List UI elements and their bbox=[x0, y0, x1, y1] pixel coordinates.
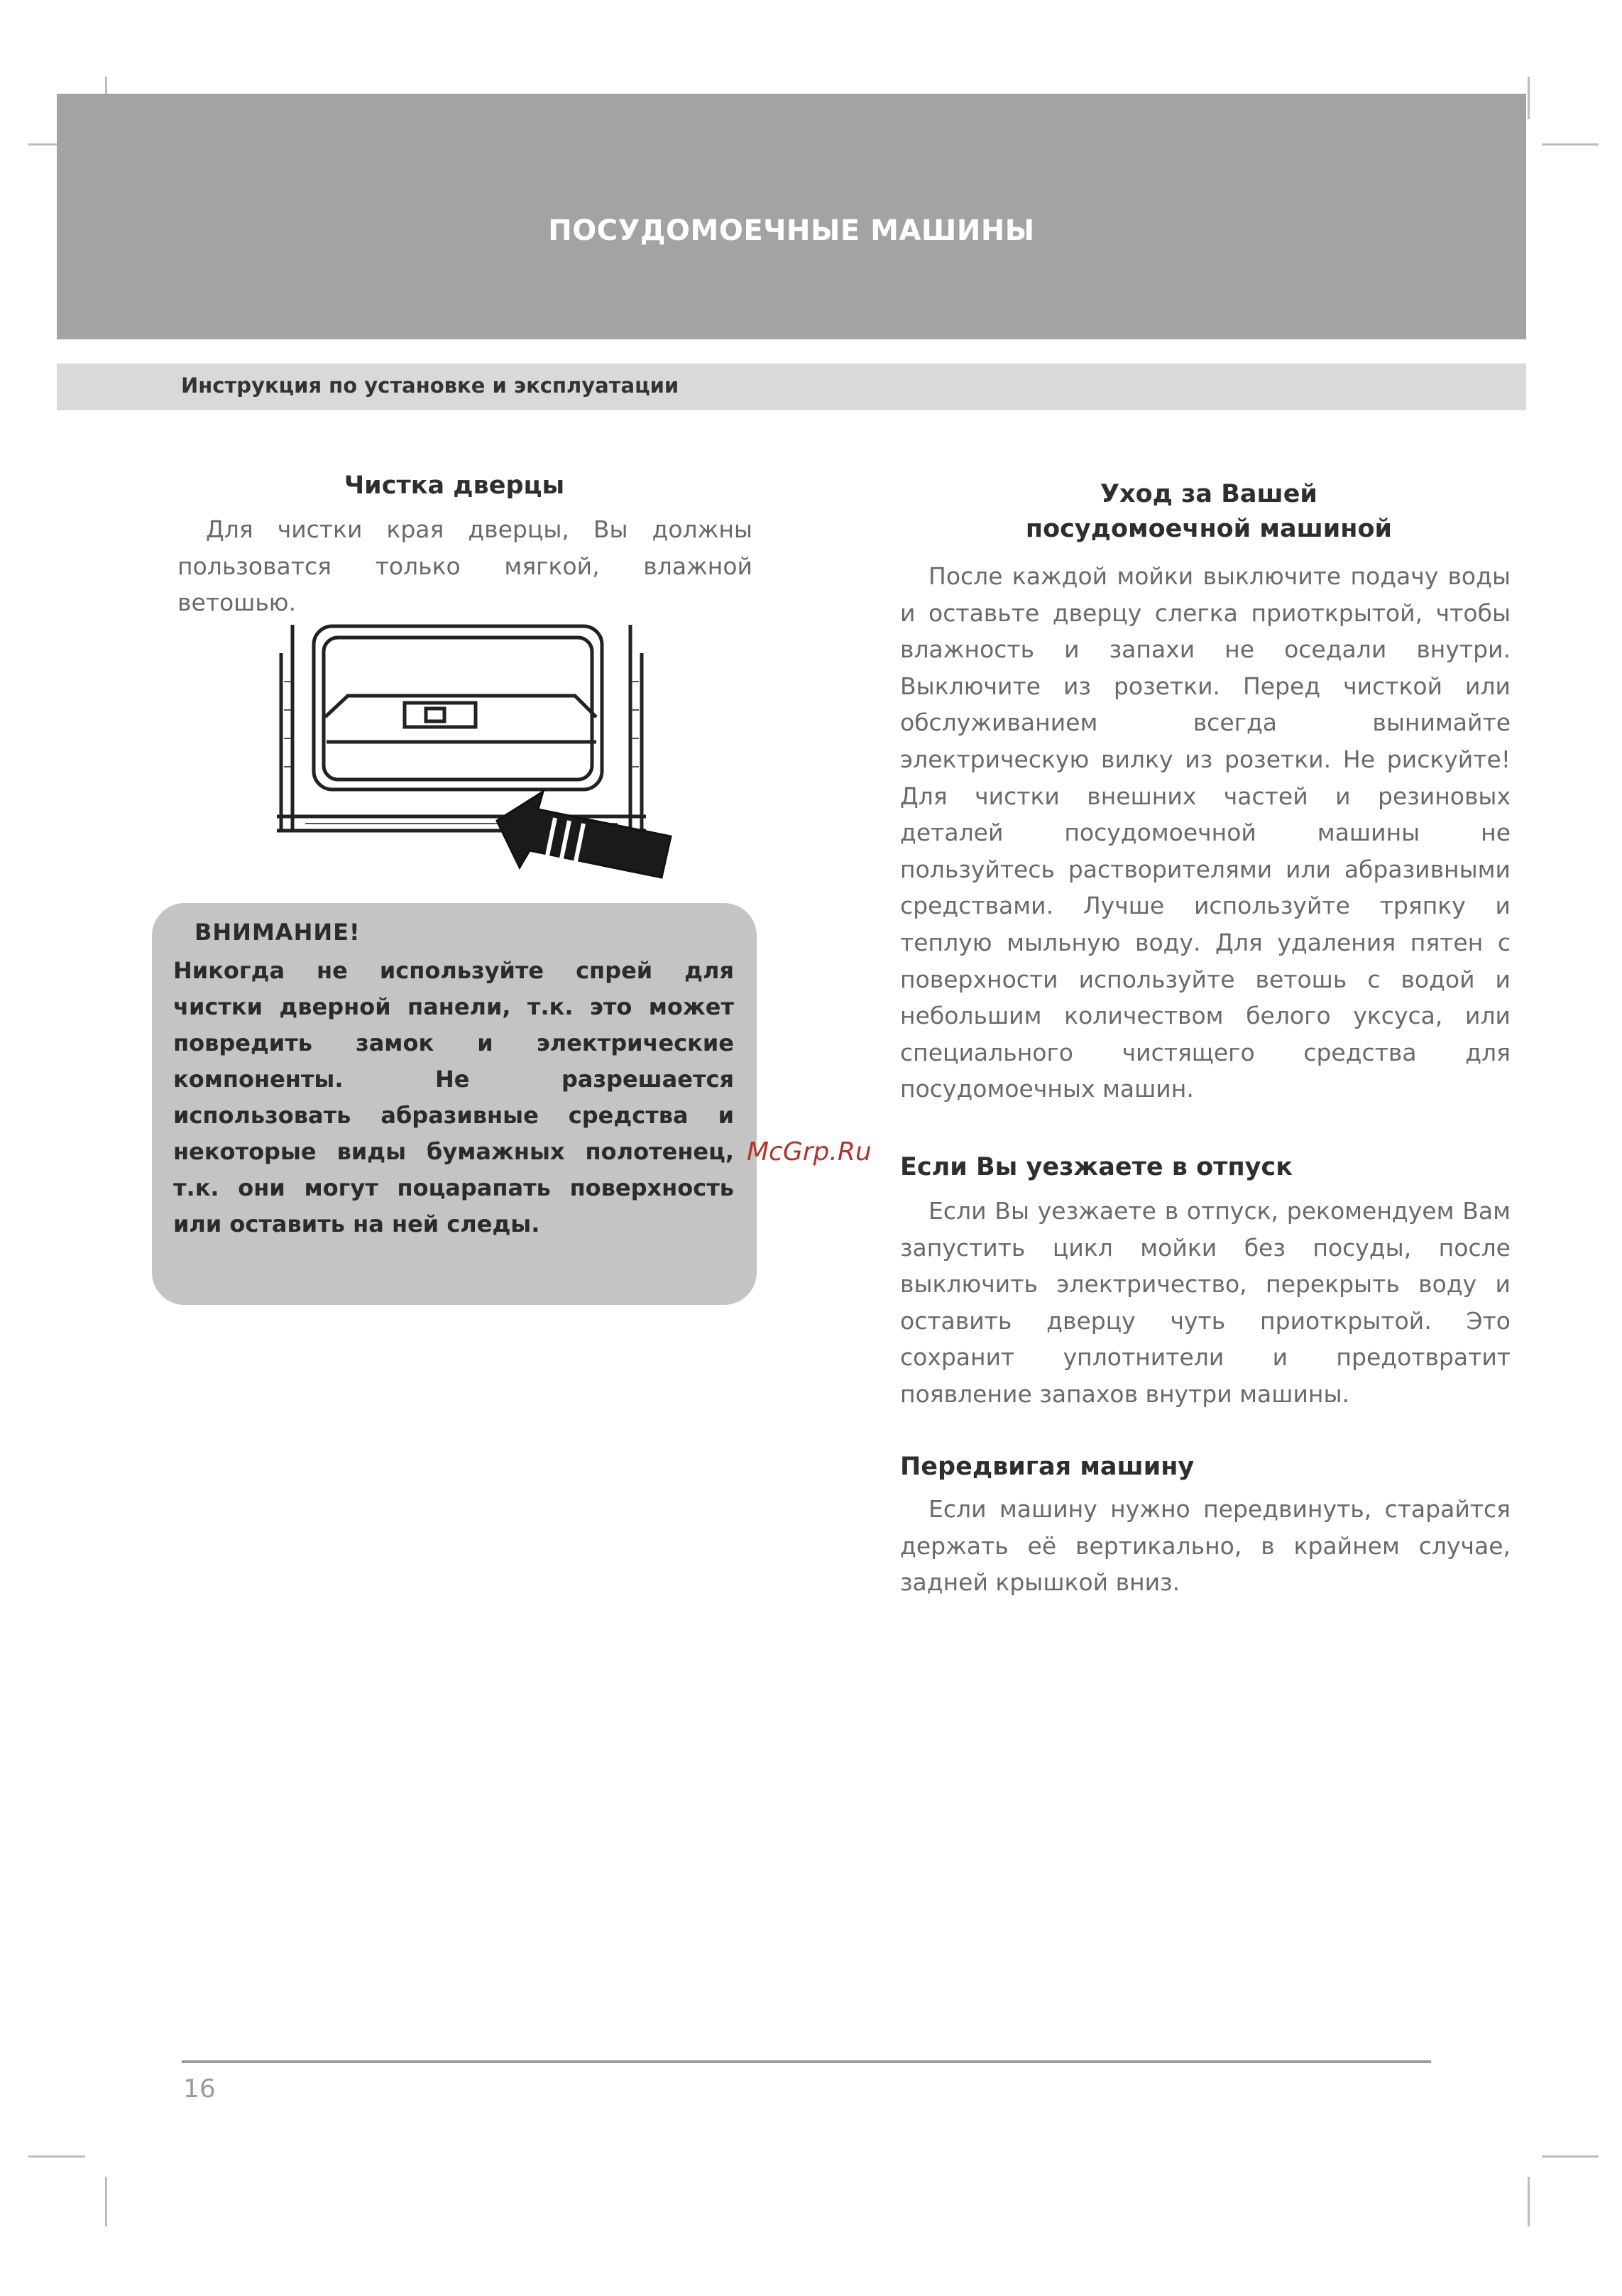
page-title: ПОСУДОМОЕЧНЫЕ МАШИНЫ bbox=[548, 214, 1035, 247]
document-subtitle: Инструкция по установке и эксплуатации bbox=[181, 373, 679, 398]
warning-title: ВНИМАНИЕ! bbox=[194, 919, 361, 946]
crop-mark bbox=[1542, 2155, 1599, 2158]
moving-text: Если машину нужно передвинуть, старайтся держать её вертикально, в крайнем случае, задней крышкой вниз. bbox=[900, 1495, 1511, 1597]
crop-mark bbox=[1542, 143, 1599, 146]
watermark-text: McGrp.Ru bbox=[747, 1137, 872, 1166]
dishwasher-door-cleaning-illustration bbox=[263, 611, 689, 895]
crop-mark bbox=[28, 2155, 85, 2158]
care-text: После каждой мойки выключите подачу воды и оставьте дверцу слегка приоткрытой, чтобы влажность и запахи не оседали внутри. Выключите из розетки. Перед чисткой или обслуживанием всегда вынимайте электрическую вилку из розетки. Не рискуйте! Для чистки внешних частей и резиновых деталей посудомоечной машины не пользуйтесь растворителями или абразивными средствами. Лучше используйте тряпку и теплую мыльную воду. Для удаления пятен с поверхности используйте ветошь с водой и небольшим количеством белого уксуса, или специального чистящего средства для посудомоечных машин. bbox=[900, 562, 1511, 1103]
door-cleaning-text: Для чистки края дверцы, Вы должны пользоватся только мягкой, влажной ветошью. bbox=[177, 515, 752, 617]
footer-rule bbox=[182, 2060, 1431, 2063]
vacation-heading: Если Вы уезжаете в отпуск bbox=[900, 1153, 1293, 1181]
crop-mark bbox=[105, 2177, 107, 2226]
warning-text: Никогда не используйте спрей для чистки дверной панели, т.к. это может повредить замок и электрические компоненты. Не разрешается использовать абразивные средства и некоторые виды бумажных полотенец, т.к. они могут поцарапать поверхность или оставить на ней следы. bbox=[173, 957, 734, 1237]
care-heading-line-1: Уход за Вашей bbox=[1100, 480, 1317, 508]
moving-heading: Передвигая машину bbox=[900, 1453, 1195, 1481]
header-band bbox=[57, 94, 1526, 339]
crop-mark bbox=[1528, 2177, 1530, 2226]
subheader-band bbox=[57, 363, 1526, 410]
page-number: 16 bbox=[183, 2074, 216, 2104]
door-cleaning-heading: Чистка дверцы bbox=[344, 471, 565, 500]
care-heading-line-2: посудомоечной машиной bbox=[1025, 515, 1393, 543]
vacation-text: Если Вы уезжаете в отпуск, рекомендуем Вам запустить цикл мойки без посуды, после выключить электричество, перекрыть воду и оставить дверцу чуть приоткрытой. Это сохранит уплотнители и предотвратит появление запахов внутри машины. bbox=[900, 1197, 1511, 1408]
crop-mark bbox=[1528, 77, 1530, 119]
care-heading bbox=[900, 477, 1518, 547]
warning-box bbox=[152, 903, 757, 1305]
